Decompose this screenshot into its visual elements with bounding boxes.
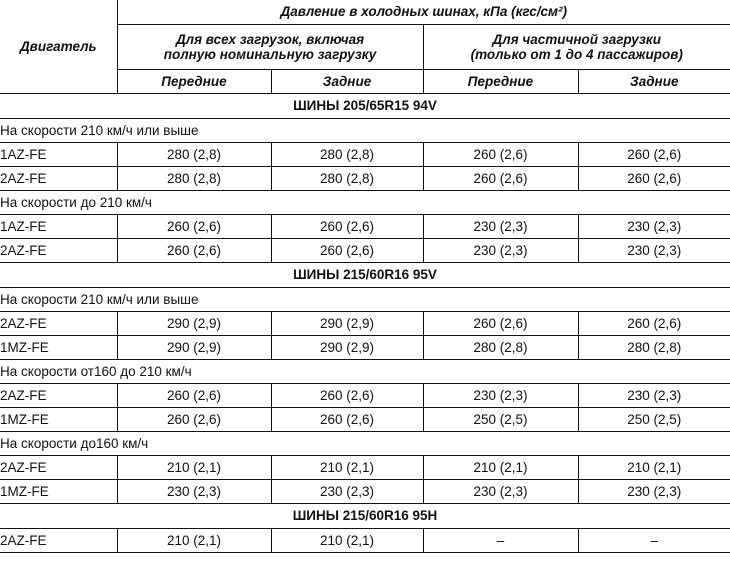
speed-condition-row: [0, 190, 730, 214]
tire-group-title-row: [0, 93, 730, 118]
engine-cell: 1MZ-FE: [0, 407, 117, 431]
full-rear-cell: 230 (2,3): [271, 479, 423, 503]
full-front-cell: 280 (2,8): [117, 142, 271, 166]
full-front-cell: 260 (2,6): [117, 383, 271, 407]
table-row: [0, 238, 730, 262]
full-load-header: Для всех загрузок, включая полную номинальную загрузку: [117, 24, 423, 69]
partial-front-cell: –: [423, 528, 578, 552]
partial-front-cell: 230 (2,3): [423, 238, 578, 262]
partial-rear-cell: 230 (2,3): [578, 479, 730, 503]
engine-cell: 1AZ-FE: [0, 214, 117, 238]
partial-front-cell: 250 (2,5): [423, 407, 578, 431]
full-front-cell: 230 (2,3): [117, 479, 271, 503]
partial-front-cell: 260 (2,6): [423, 166, 578, 190]
partial-front-cell: 280 (2,8): [423, 335, 578, 359]
speed-condition-row: [0, 287, 730, 311]
full-rear-cell: 260 (2,6): [271, 383, 423, 407]
full-rear-cell: 260 (2,6): [271, 214, 423, 238]
tire-size-title: ШИНЫ 205/65R15 94V: [0, 93, 730, 118]
engine-cell: 1MZ-FE: [0, 479, 117, 503]
table-row: [0, 407, 730, 431]
engine-cell: 2AZ-FE: [0, 528, 117, 552]
partial-rear-cell: 260 (2,6): [578, 166, 730, 190]
partial-rear-cell: –: [578, 528, 730, 552]
full-front-cell: 210 (2,1): [117, 528, 271, 552]
table-header: [0, 0, 730, 93]
partial-front-cell: 210 (2,1): [423, 455, 578, 479]
full-rear-cell: 290 (2,9): [271, 335, 423, 359]
partial-front-cell: 230 (2,3): [423, 214, 578, 238]
speed-condition: На скорости 210 км/ч или выше: [0, 118, 730, 142]
pressure-header: Давление в холодных шинах, кПа (кгс/см²): [117, 0, 730, 24]
speed-condition: На скорости от160 до 210 км/ч: [0, 359, 730, 383]
full-rear-cell: 280 (2,8): [271, 142, 423, 166]
full-rear-cell: 210 (2,1): [271, 455, 423, 479]
engine-cell: 1AZ-FE: [0, 142, 117, 166]
table-row: [0, 455, 730, 479]
partial-front-cell: 230 (2,3): [423, 479, 578, 503]
tire-size-title: ШИНЫ 215/60R16 95H: [0, 503, 730, 528]
table-row: [0, 479, 730, 503]
partial-rear-cell: 260 (2,6): [578, 142, 730, 166]
table-row: [0, 311, 730, 335]
full-front-cell: 260 (2,6): [117, 238, 271, 262]
partial-rear-cell: 280 (2,8): [578, 335, 730, 359]
full-rear-header: Задние: [271, 69, 423, 93]
partial-load-header: Для частичной загрузки (только от 1 до 4 пассажиров): [423, 24, 730, 69]
speed-condition: На скорости до160 км/ч: [0, 431, 730, 455]
tire-group-title-row: [0, 262, 730, 287]
speed-condition: На скорости 210 км/ч или выше: [0, 287, 730, 311]
full-rear-cell: 280 (2,8): [271, 166, 423, 190]
full-front-cell: 210 (2,1): [117, 455, 271, 479]
table-row: [0, 166, 730, 190]
engine-cell: 2AZ-FE: [0, 238, 117, 262]
full-front-cell: 260 (2,6): [117, 214, 271, 238]
full-front-cell: 290 (2,9): [117, 311, 271, 335]
partial-rear-cell: 230 (2,3): [578, 214, 730, 238]
full-front-header: Передние: [117, 69, 271, 93]
full-rear-cell: 260 (2,6): [271, 407, 423, 431]
engine-cell: 2AZ-FE: [0, 311, 117, 335]
partial-rear-cell: 210 (2,1): [578, 455, 730, 479]
engine-header: Двигатель: [0, 0, 117, 93]
tire-group-title-row: [0, 503, 730, 528]
speed-condition-row: [0, 118, 730, 142]
full-rear-cell: 290 (2,9): [271, 311, 423, 335]
partial-front-cell: 230 (2,3): [423, 383, 578, 407]
speed-condition-row: [0, 431, 730, 455]
full-front-cell: 260 (2,6): [117, 407, 271, 431]
tire-size-title: ШИНЫ 215/60R16 95V: [0, 262, 730, 287]
partial-rear-cell: 250 (2,5): [578, 407, 730, 431]
table-row: [0, 335, 730, 359]
full-front-cell: 280 (2,8): [117, 166, 271, 190]
table-row: [0, 142, 730, 166]
partial-rear-cell: 260 (2,6): [578, 311, 730, 335]
partial-rear-cell: 230 (2,3): [578, 238, 730, 262]
speed-condition-row: [0, 359, 730, 383]
table-row: [0, 383, 730, 407]
table-row: [0, 528, 730, 552]
partial-front-cell: 260 (2,6): [423, 142, 578, 166]
partial-front-header: Передние: [423, 69, 578, 93]
partial-rear-cell: 230 (2,3): [578, 383, 730, 407]
table-row: [0, 214, 730, 238]
engine-cell: 2AZ-FE: [0, 455, 117, 479]
engine-cell: 2AZ-FE: [0, 166, 117, 190]
engine-cell: 2AZ-FE: [0, 383, 117, 407]
speed-condition: На скорости до 210 км/ч: [0, 190, 730, 214]
full-rear-cell: 210 (2,1): [271, 528, 423, 552]
table-body: [0, 93, 730, 552]
engine-cell: 1MZ-FE: [0, 335, 117, 359]
full-front-cell: 290 (2,9): [117, 335, 271, 359]
full-rear-cell: 260 (2,6): [271, 238, 423, 262]
partial-rear-header: Задние: [578, 69, 730, 93]
partial-front-cell: 260 (2,6): [423, 311, 578, 335]
